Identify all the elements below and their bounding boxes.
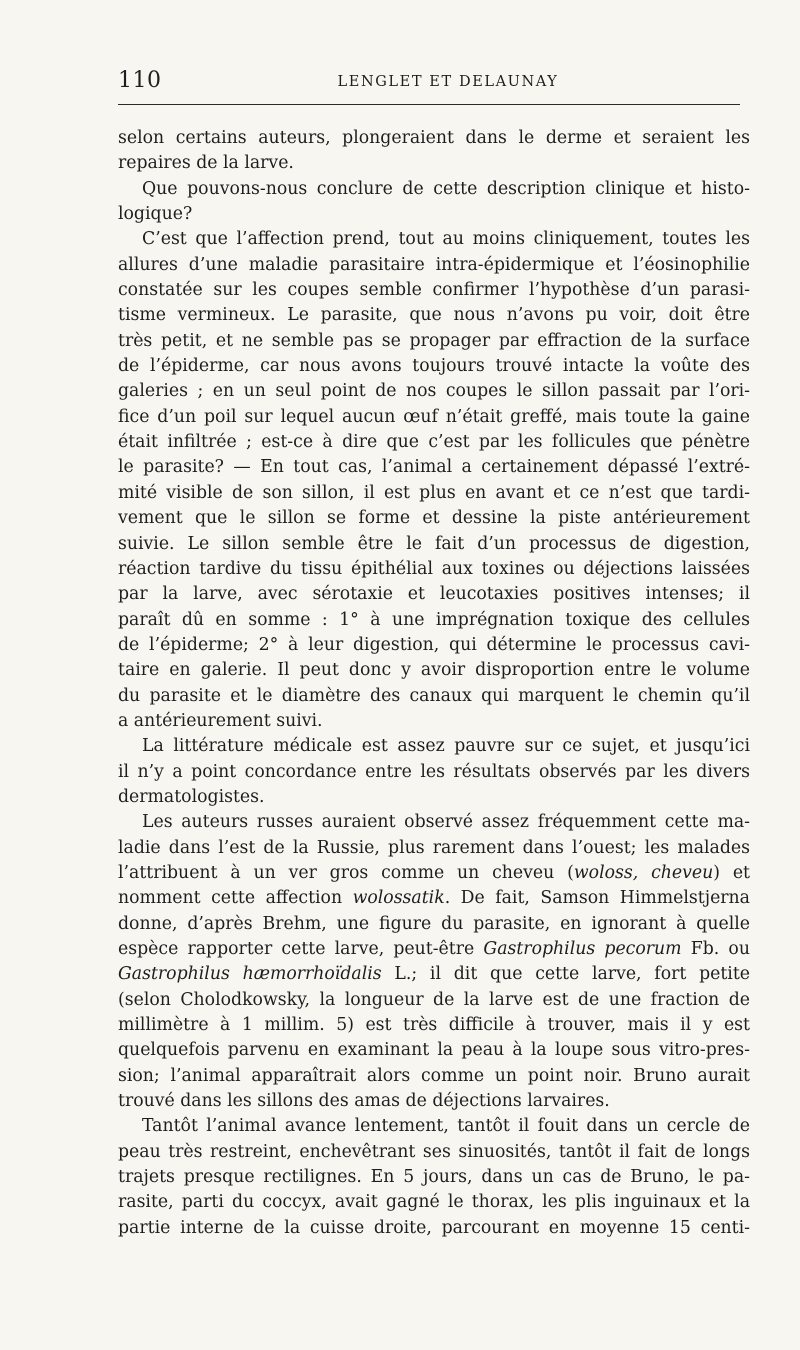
italic-term: Gastrophilus hæmorrhoïdalis xyxy=(118,964,382,985)
text-line: peau très restreint, enchevêtrant ses sinuosités, tantôt il fait de longs xyxy=(118,1141,750,1162)
text-line: de l’épiderme; 2° à leur digestion, qui détermine le processus cavi- xyxy=(118,634,750,655)
running-head xyxy=(118,68,738,98)
text-line: millimètre à 1 millim. 5) est très difficile à trouver, mais il y est xyxy=(118,1015,750,1036)
text-line: trouvé dans les sillons des amas de déjections larvaires. xyxy=(118,1091,610,1112)
text-line: était infiltrée ; est-ce à dire que c’est par les follicules que pénètre xyxy=(118,432,750,453)
text-run: nomment cette affection xyxy=(118,888,353,909)
page-number: 110 xyxy=(118,68,162,93)
text-line: réaction tardive du tissu épithélial aux toxines ou déjections laissées xyxy=(118,558,750,579)
italic-term: wolossatik xyxy=(352,888,445,909)
text-run: ) et xyxy=(713,862,750,883)
text-line: Que pouvons-nous conclure de cette description clinique et histo- xyxy=(142,178,750,199)
text-line: sion; l’animal apparaîtrait alors comme un point noir. Bruno aurait xyxy=(118,1065,750,1086)
text-run: . De fait, Samson Himmelstjerna xyxy=(444,888,750,909)
text-line: vement que le sillon se forme et dessine la piste antérieurement xyxy=(118,508,750,529)
text-line: allures d’une maladie parasitaire intra-épidermique et l’éosinophilie xyxy=(118,254,750,275)
text-line: par la larve, avec sérotaxie et leucotaxies positives intenses; il xyxy=(118,584,750,605)
running-title: LENGLET ET DELAUNAY xyxy=(337,74,559,90)
text-run: L.; il dit que cette larve, fort petite xyxy=(381,964,750,985)
text-line: dermatologistes. xyxy=(118,786,265,807)
header-rule xyxy=(118,104,740,105)
text-line: tisme vermineux. Le parasite, que nous n’avons pu voir, doit être xyxy=(118,305,750,326)
text-line: C’est que l’affection prend, tout au moins cliniquement, toutes les xyxy=(142,229,750,250)
text-run: l’attribuent à un ver gros comme un cheveu ( xyxy=(118,862,574,883)
text-line: il n’y a point concordance entre les résultats observés par les divers xyxy=(118,761,750,782)
text-line: donne, d’après Brehm, une figure du parasite, en ignorant à quelle xyxy=(118,913,750,934)
text-line: ladie dans l’est de la Russie, plus rarement dans l’ouest; les malades xyxy=(118,837,750,858)
text-line: Tantôt l’animal avance lentement, tantôt il fouit dans un cercle de xyxy=(142,1116,750,1137)
text-line: mité visible de son sillon, il est plus en avant et ce n’est que tardi- xyxy=(118,482,750,503)
text-line: fice d’un poil sur lequel aucun œuf n’était greffé, mais toute la gaine xyxy=(118,406,750,427)
text-line xyxy=(118,861,750,886)
text-run: Fb. ou xyxy=(681,939,750,959)
text-line: paraît dû en somme : 1° à une imprégnation toxique des cellules xyxy=(118,609,750,630)
text-line: le parasite? — En tout cas, l’animal a certainement dépassé l’extré- xyxy=(118,457,750,478)
text-line: trajets presque rectilignes. En 5 jours, dans un cas de Bruno, le pa- xyxy=(118,1167,750,1188)
text-line: logique? xyxy=(118,204,193,225)
text-line xyxy=(118,937,750,962)
text-line: La littérature médicale est assez pauvre sur ce sujet, et jusqu’ici xyxy=(142,736,750,757)
italic-term: Gastrophilus pecorum xyxy=(483,939,682,959)
text-line: très petit, et ne semble pas se propager par effraction de la surface xyxy=(118,330,750,351)
text-line: Les auteurs russes auraient observé assez fréquemment cette ma- xyxy=(142,812,750,833)
text-line: a antérieurement suivi. xyxy=(118,710,323,731)
text-line: du parasite et le diamètre des canaux qui marquent le chemin qu’il xyxy=(118,685,750,706)
text-line xyxy=(118,886,750,911)
italic-term: woloss, cheveu xyxy=(573,862,714,883)
text-line: constatée sur les coupes semble confirmer l’hypothèse d’un parasi- xyxy=(118,280,750,301)
text-line: taire en galerie. Il peut donc y avoir disproportion entre le volume xyxy=(118,660,750,681)
text-line: de l’épiderme, car nous avons toujours trouvé intacte la voûte des xyxy=(118,356,750,377)
text-line: rasite, parti du coccyx, avait gagné le thorax, les plis inguinaux et la xyxy=(118,1192,750,1213)
text-line: repaires de la larve. xyxy=(118,153,294,174)
text-run: espèce rapporter cette larve, peut-être xyxy=(118,939,484,959)
text-line xyxy=(118,962,750,987)
text-line: galeries ; en un seul point de nos coupes le sillon passait par l’ori- xyxy=(118,381,750,402)
text-line: partie interne de la cuisse droite, parcourant en moyenne 15 centi- xyxy=(118,1217,750,1238)
text-line: suivie. Le sillon semble être le fait d’un processus de digestion, xyxy=(118,533,750,554)
text-line: selon certains auteurs, plongeraient dans le derme et seraient les xyxy=(118,128,750,148)
body-text xyxy=(118,126,750,1241)
text-line: quelquefois parvenu en examinant la peau à la loupe sous vitro-pres- xyxy=(118,1040,750,1061)
text-line: (selon Cholodkowsky, la longueur de la larve est de une fraction de xyxy=(118,989,750,1010)
